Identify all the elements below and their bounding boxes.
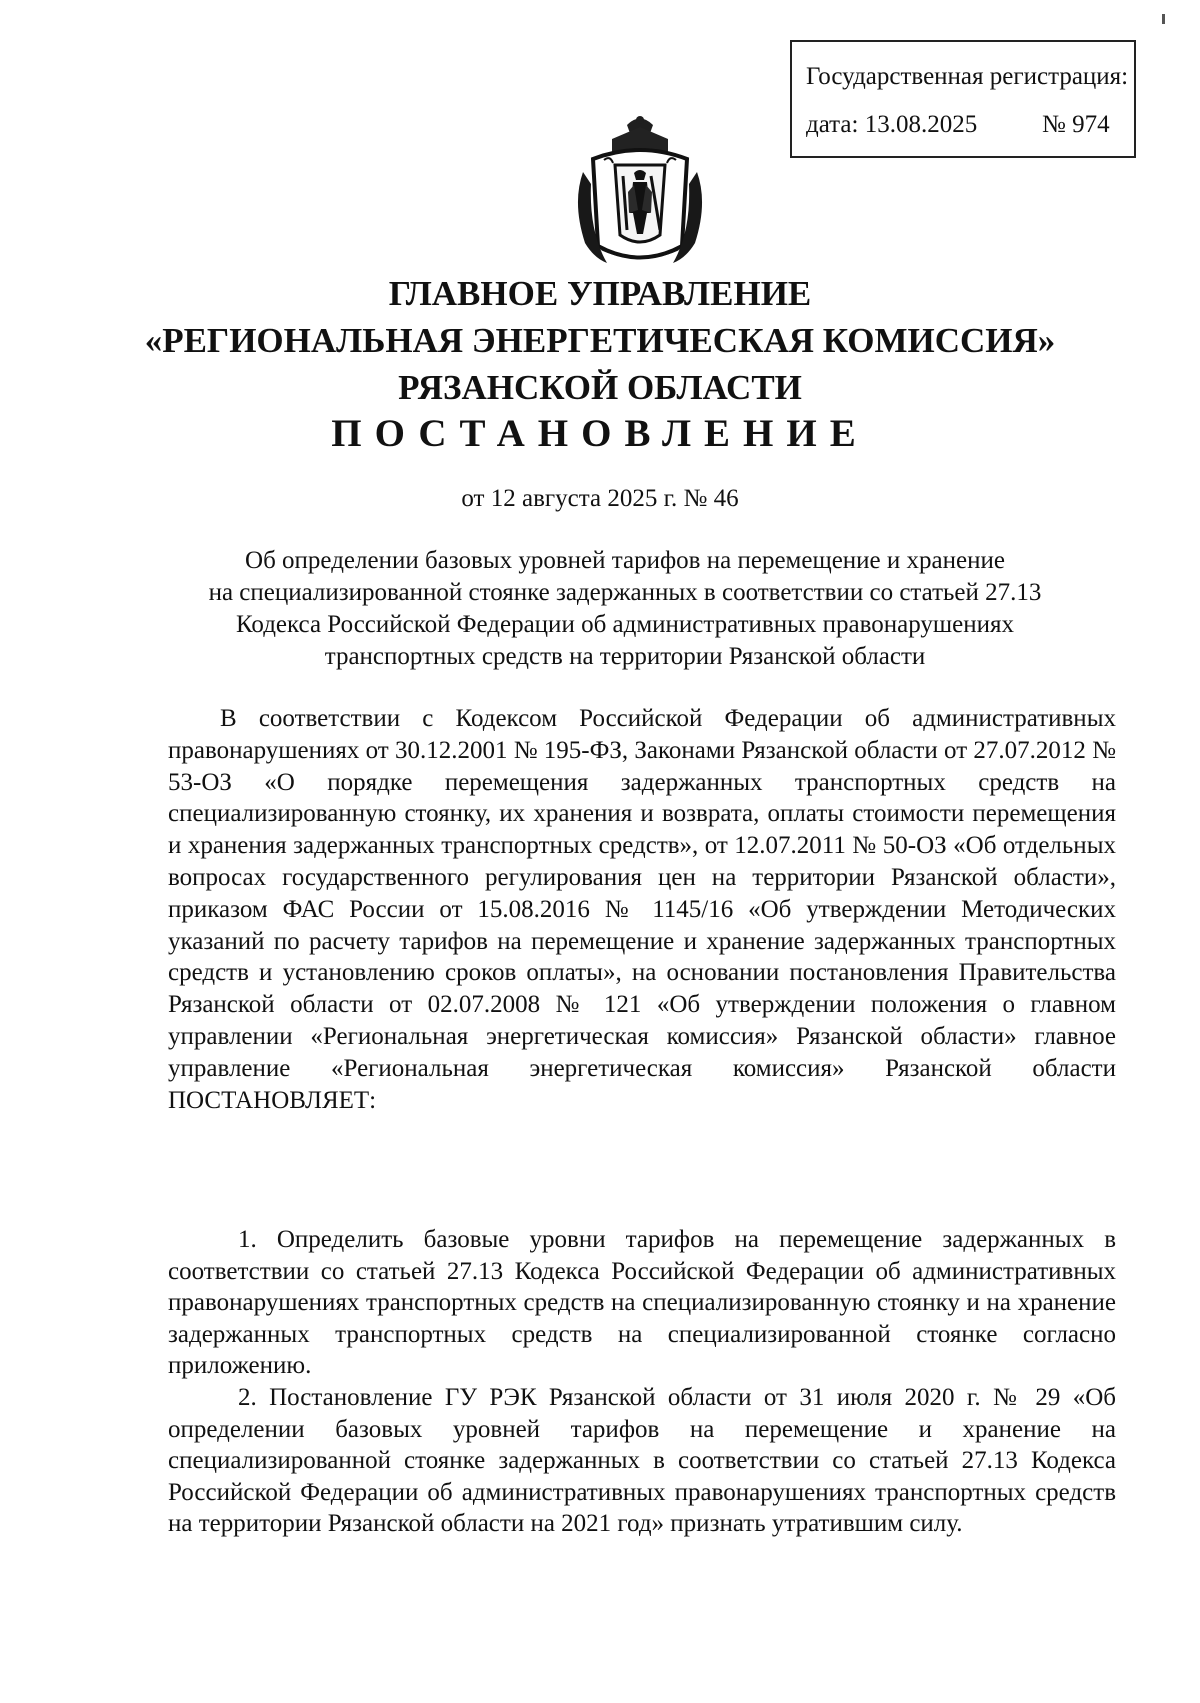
subject-line-3: Кодекса Российской Федерации об административных правонарушениях [236,611,1014,638]
document-subject [160,545,1090,673]
decision-item-2: 2. Постановление ГУ РЭК Рязанской области от 31 июля 2020 г. № 29 «Об определении базовых уровней тарифов на перемещение и хранение на специализированной стоянке задержанных в соответствии со статьей 27.13 Кодекса Российской Федерации об административных правонарушениях транспортных средств на территории Рязанской области на 2021 год» признать утратившим силу. [168,1384,1116,1537]
registration-stamp [790,40,1136,158]
scan-mark [1162,14,1165,24]
document-type: ПОСТАНОВЛЕНИЕ [331,412,869,455]
registration-date: дата: 13.08.2025 [806,111,978,138]
subject-line-4: транспортных средств на территории Рязанской области [324,643,926,670]
agency-name [0,270,1200,411]
subject-line-2: на специализированной стоянке задержанных в соответствии со статьей 27.13 [208,579,1042,606]
agency-line-1: ГЛАВНОЕ УПРАВЛЕНИЕ [388,274,812,313]
decision-item-1: 1. Определить базовые уровни тарифов на перемещение задержанных в соответствии со статьей 27.13 Кодекса Российской Федерации об административных правонарушениях транспортных средств на специализированную стоянку и на хранение задержанных транспортных средств на специализированной стоянке согласно приложению. [168,1226,1116,1379]
agency-line-2: «РЕГИОНАЛЬНАЯ ЭНЕРГЕТИЧЕСКАЯ КОМИССИЯ» [144,321,1056,360]
subject-line-1: Об определении базовых уровней тарифов на перемещение и хранение [245,547,1005,574]
agency-line-3: РЯЗАНСКОЙ ОБЛАСТИ [398,368,802,407]
document-date: от 12 августа 2025 г. № 46 [461,485,739,512]
registration-number: № 974 [1042,111,1110,138]
registration-title: Государственная регистрация: [806,63,1129,90]
ryazan-coat-of-arms-icon [565,112,715,272]
preamble-paragraph: В соответствии с Кодексом Российской Федерации об административных правонарушениях от 30.12.2001 № 195-ФЗ, Законами Рязанской области от 27.07.2012 № 53-ОЗ «О порядке перемещения задержанных транспортных средств на специализированную стоянку, их хранения и возврата, оплаты стоимости перемещения и хранения задержанных транспортных средств», от 12.07.2011 № 50-ОЗ «Об отдельных вопросах государственного регулирования цен на территории Рязанской области», приказом ФАС России от 15.08.2016 № 1145/16 «Об утверждении Методических указаний по расчету тарифов на перемещение и хранение задержанных транспортных средств и установлению сроков оплаты», на основании постановления Правительства Рязанской области от 02.07.2008 № 121 «Об утверждении положения о главном управлении «Региональная энергетическая комиссия» Рязанской области» главное управление «Региональная энергетическая комиссия» Рязанской области ПОСТАНОВЛЯЕТ: [168,705,1116,1114]
